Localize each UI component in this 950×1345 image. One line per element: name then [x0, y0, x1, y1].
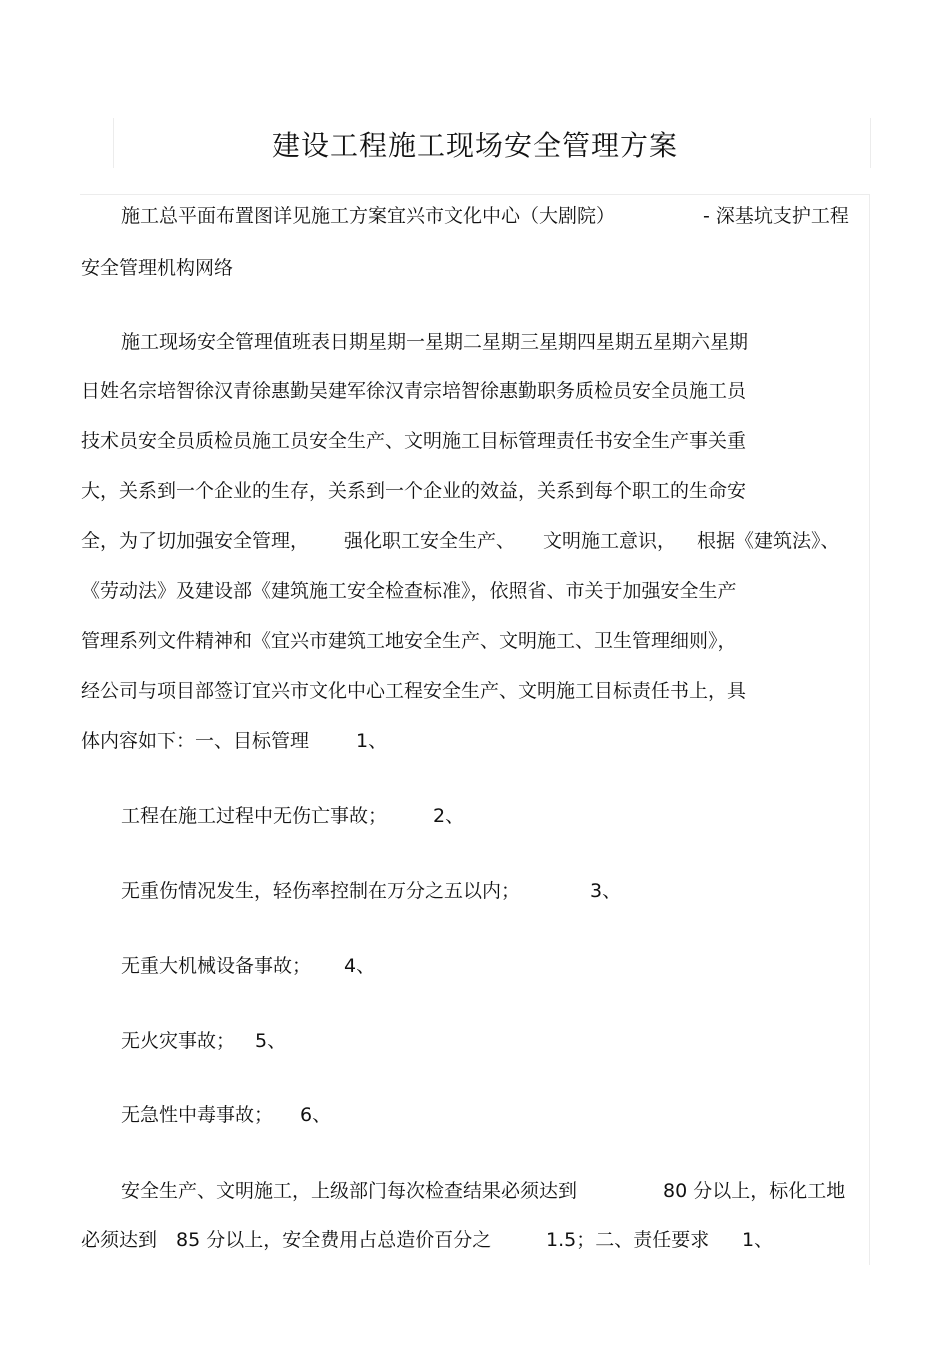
text-line: 施工现场安全管理值班表日期星期一星期二星期三星期四星期五星期六星期 [121, 331, 749, 353]
text-line: 80 分以上，标化工地 [663, 1180, 846, 1202]
list-number: 1、 [742, 1229, 774, 1251]
text-line: 根据《建筑法》、 [697, 530, 840, 552]
text-line: 大，关系到一个企业的生存，关系到一个企业的效益，关系到每个职工的生命安 [81, 480, 747, 502]
list-number: 3、 [590, 880, 622, 902]
text-line: 技术员安全员质检员施工员安全生产、文明施工目标管理责任书安全生产事关重 [81, 430, 747, 452]
text-line: 体内容如下：一、目标管理 [81, 730, 310, 752]
text-line: 85 分以上，安全费用占总造价百分之 [176, 1229, 492, 1251]
text-line: 经公司与项目部签订宜兴市文化中心工程安全生产、文明施工目标责任书上，具 [81, 680, 747, 702]
list-number: 2、 [433, 805, 465, 827]
text-line: 管理系列文件精神和《宜兴市建筑工地安全生产、文明施工、卫生管理细则》， [81, 630, 737, 652]
text-line: 安全生产、文明施工，上级部门每次检查结果必须达到 [121, 1180, 578, 1202]
text-line: 日姓名宗培智徐汉青徐惠勤吴建军徐汉青宗培智徐惠勤职务质检员安全员施工员 [81, 380, 747, 402]
list-item: 无火灾事故； [121, 1030, 236, 1052]
text-line: 施工总平面布置图详见施工方案宜兴市文化中心（大剧院） [121, 205, 616, 227]
text-line: 文明施工意识， [543, 530, 677, 552]
list-item: 无重大机械设备事故； [121, 955, 312, 977]
list-number: 5、 [255, 1030, 287, 1052]
text-line: 1.5；二、责任要求 [546, 1229, 710, 1251]
document-title: 建设工程施工现场安全管理方案 [271, 129, 678, 162]
text-line: 安全管理机构网络 [81, 257, 234, 279]
list-item: 无急性中毒事故； [121, 1104, 274, 1126]
text-line: 必须达到 [81, 1229, 158, 1251]
list-item: 工程在施工过程中无伤亡事故； [121, 805, 388, 827]
text-line: 强化职工安全生产、 [344, 530, 516, 552]
list-item: 无重伤情况发生，轻伤率控制在万分之五以内； [121, 880, 521, 902]
text-line: 《劳动法》及建设部《建筑施工安全检查标准》，依照省、市关于加强安全生产 [81, 580, 737, 602]
list-number: 4、 [344, 955, 376, 977]
text-line: - 深基坑支护工程 [703, 205, 849, 227]
list-number: 1、 [356, 730, 388, 752]
list-number: 6、 [300, 1104, 332, 1126]
text-line: 全，为了切加强安全管理， [81, 530, 310, 552]
